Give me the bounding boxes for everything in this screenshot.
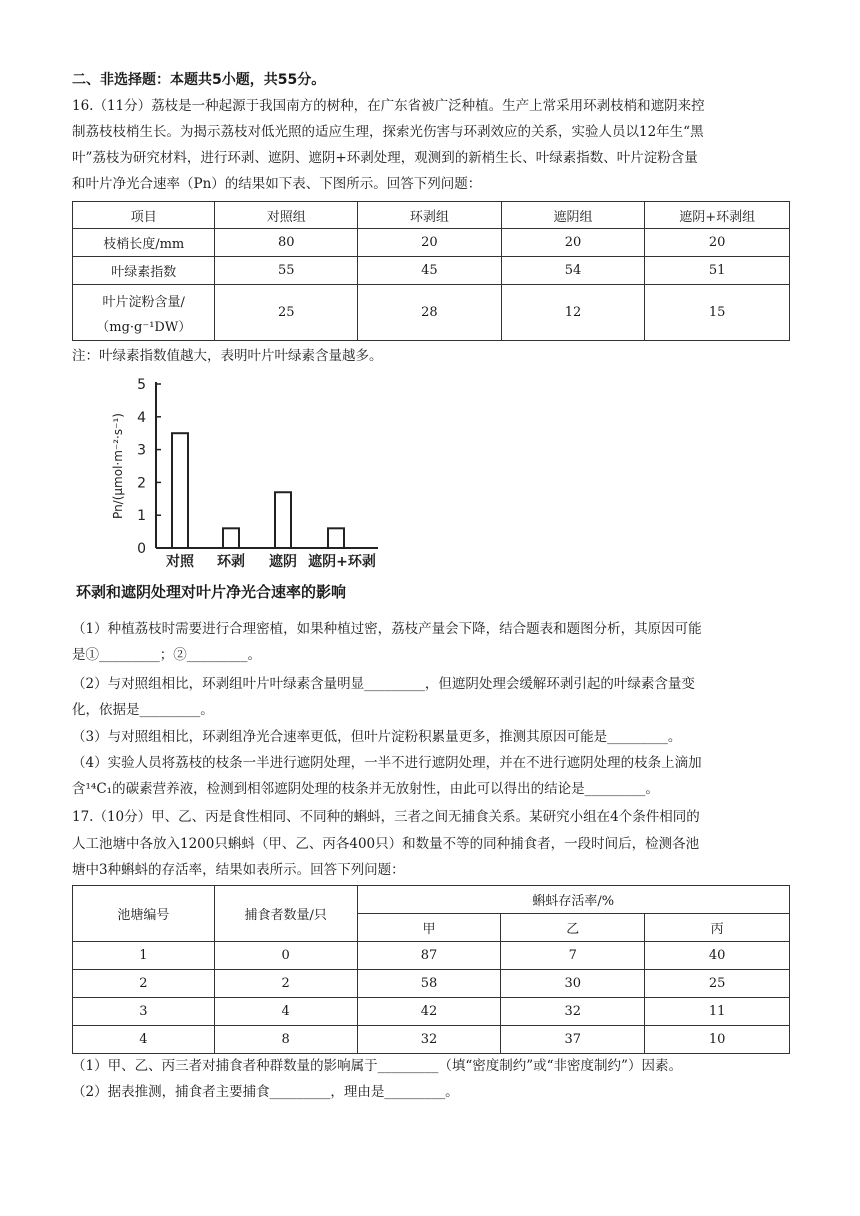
table-cell-unit: （mg·g⁻¹DW） (96, 319, 192, 335)
table-cell: 20 (358, 229, 502, 257)
q16-intro-line-2: 制荔枝枝梢生长。为揭示荔枝对低光照的适应生理，探索光伤害与环剥效应的关系，实验人员以12年生“黑 (72, 124, 704, 140)
table-cell: 25 (645, 970, 790, 998)
table-cell: 42 (357, 998, 501, 1026)
table-cell: 2 (214, 970, 357, 998)
y-tick-label: 2 (137, 475, 146, 492)
table-cell: 51 (645, 257, 790, 285)
table-header-cell: 捕食者数量/只 (214, 886, 357, 942)
table-cell: 80 (215, 229, 358, 257)
chart-caption: 环剥和遮阴处理对叶片净光合速率的影响 (76, 583, 347, 601)
table-cell: 8 (214, 1026, 357, 1054)
table-header-cell: 遮阴组 (501, 202, 645, 229)
table-row (73, 942, 790, 970)
q16-intro-line-1: 16.（11分）荔枝是一种起源于我国南方的树种，在广东省被广泛种植。生产上常采用环剥枝梢和遮阴来控 (72, 98, 705, 114)
table-cell: 3 (73, 998, 215, 1026)
table-cell: 32 (501, 998, 645, 1026)
table-cell: 40 (645, 942, 790, 970)
table-cell: 15 (645, 285, 790, 341)
table-header-cell: 丙 (645, 914, 790, 942)
table-cell: 枝梢长度/mm (73, 229, 215, 257)
table-cell (73, 285, 215, 341)
table-cell: 4 (73, 1026, 215, 1054)
q17-table (72, 885, 790, 1054)
table-cell: 20 (645, 229, 790, 257)
table-cell: 25 (215, 285, 358, 341)
q16-intro-line-4: 和叶片净光合速率（Pn）的结果如下表、下图所示。回答下列问题： (72, 176, 482, 192)
table-cell: 45 (358, 257, 502, 285)
q16-sub2-line-2: 化，依据是_________。 (72, 702, 214, 718)
table-cell: 4 (214, 998, 357, 1026)
section-heading: 二、非选择题：本题共5小题，共55分。 (72, 72, 326, 88)
table-row (73, 998, 790, 1026)
table-header-cell: 蝌蚪存活率/% (357, 886, 789, 914)
table-cell: 37 (501, 1026, 645, 1054)
table-header-cell: 对照组 (215, 202, 358, 229)
x-tick-label: 对照 (166, 554, 194, 570)
table-header-row (73, 886, 790, 914)
table-cell: 28 (358, 285, 502, 341)
table-cell: 54 (501, 257, 645, 285)
y-tick-label: 5 (137, 377, 146, 393)
table-note: 注：叶绿素指数值越大，表明叶片叶绿素含量越多。 (72, 348, 383, 364)
table-cell: 1 (73, 942, 215, 970)
pn-bar-chart (100, 372, 400, 572)
table-cell-label: 叶片淀粉含量/ (102, 294, 185, 310)
y-tick-label: 4 (137, 409, 146, 426)
q17-sub2: （2）据表推测，捕食者主要捕食_________，理由是_________。 (72, 1084, 459, 1100)
y-tick-label: 0 (137, 541, 146, 557)
q16-sub4-line-2: 含¹⁴C₁的碳素营养液，检测到相邻遮阴处理的枝条并无放射性，由此可以得出的结论是_________。 (72, 781, 659, 797)
q17-sub1: （1）甲、乙、丙三者对捕食者种群数量的影响属于_________（填“密度制约”或“非密度制约”）因素。 (72, 1058, 682, 1074)
x-tick-label: 环剥 (217, 554, 245, 570)
table-row (73, 229, 790, 257)
table-cell: 11 (645, 998, 790, 1026)
table-header-cell: 项目 (73, 202, 215, 229)
bar (328, 528, 344, 548)
table-row (73, 1026, 790, 1054)
q16-table (72, 201, 790, 341)
bar (172, 433, 188, 548)
table-cell: 2 (73, 970, 215, 998)
table-row (73, 970, 790, 998)
table-header-cell: 遮阴+环剥组 (645, 202, 790, 229)
q16-intro-line-3: 叶”荔枝为研究材料，进行环剥、遮阴、遮阴+环剥处理，观测到的新梢生长、叶绿素指数、叶片淀粉含量 (72, 150, 698, 166)
table-header-cell: 池塘编号 (73, 886, 215, 942)
table-cell: 87 (357, 942, 501, 970)
bar (223, 528, 239, 548)
q16-sub4-line-1: （4）实验人员将荔枝的枝条一半进行遮阴处理，一半不进行遮阴处理，并在不进行遮阴处理的枝条上滴加 (72, 755, 702, 771)
table-row (73, 285, 790, 341)
q16-sub1-line-2: 是①_________；②_________。 (72, 647, 261, 663)
table-header-row (73, 202, 790, 229)
table-cell: 55 (215, 257, 358, 285)
x-tick-label: 遮阴 (269, 554, 297, 570)
table-header-cell: 甲 (357, 914, 501, 942)
table-header-cell: 乙 (501, 914, 645, 942)
table-cell: 0 (214, 942, 357, 970)
table-cell: 7 (501, 942, 645, 970)
q17-intro-line-2: 人工池塘中各放入1200只蝌蚪（甲、乙、丙各400只）和数量不等的同种捕食者，一段时间后，检测各池 (72, 836, 700, 852)
q17-intro-line-1: 17.（10分）甲、乙、丙是食性相同、不同种的蝌蚪，三者之间无捕食关系。某研究小组在4个条件相同的 (72, 809, 700, 825)
table-cell: 30 (501, 970, 645, 998)
q16-sub1-line-1: （1）种植荔枝时需要进行合理密植，如果种植过密，荔枝产量会下降，结合题表和题图分析，其原因可能 (72, 621, 702, 637)
q16-sub3: （3）与对照组相比，环剥组净光合速率更低，但叶片淀粉积累量更多，推测其原因可能是_________。 (72, 729, 682, 745)
table-row (73, 257, 790, 285)
table-cell: 12 (501, 285, 645, 341)
y-axis-label: Pn/(μmol·m⁻²·s⁻¹) (111, 413, 125, 519)
table-cell: 58 (357, 970, 501, 998)
table-header-cell: 环剥组 (358, 202, 502, 229)
x-tick-label: 遮阴+环剥 (308, 554, 376, 570)
y-tick-label: 1 (137, 508, 146, 525)
table-cell: 10 (645, 1026, 790, 1054)
q17-intro-line-3: 塘中3种蝌蚪的存活率，结果如表所示。回答下列问题： (72, 862, 405, 878)
y-tick-label: 3 (137, 442, 146, 459)
table-cell: 32 (357, 1026, 501, 1054)
table-cell: 20 (501, 229, 645, 257)
q16-sub2-line-1: （2）与对照组相比，环剥组叶片叶绿素含量明显_________，但遮阴处理会缓解环剥引起的叶绿素含量变 (72, 676, 695, 692)
bar (275, 492, 291, 548)
table-cell: 叶绿素指数 (73, 257, 215, 285)
